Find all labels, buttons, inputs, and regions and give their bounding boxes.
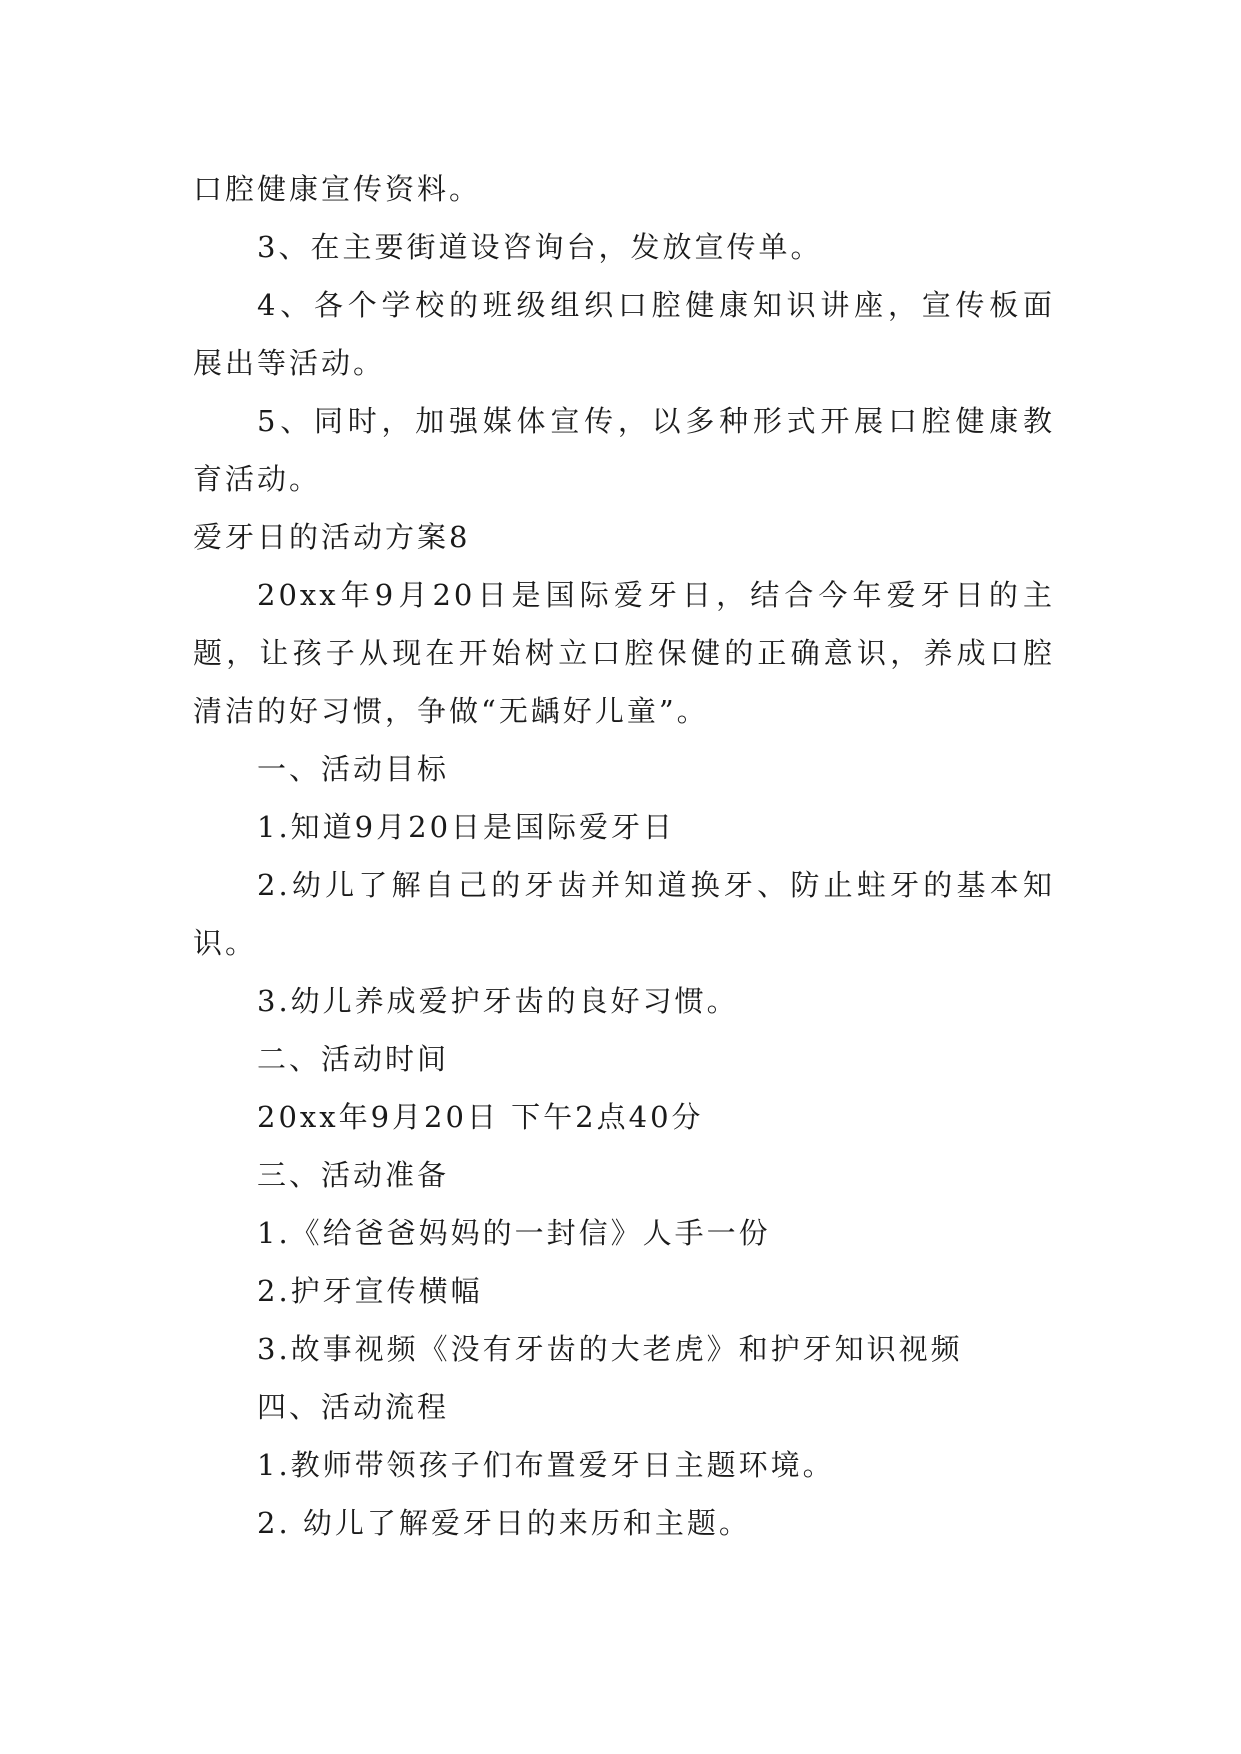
intro-paragraph-line-3: 清洁的好习惯，争做“无龋好儿童”。 (193, 694, 709, 728)
process-item-2: 2. 幼儿了解爱牙日的来历和主题。 (257, 1506, 751, 1540)
subheading-preparation: 三、活动准备 (257, 1158, 450, 1192)
activity-time: 20xx年9月20日 下午2点40分 (257, 1100, 704, 1134)
list-item-3: 3、在主要街道设咨询台，发放宣传单。 (257, 230, 823, 264)
list-item-5-continuation: 育活动。 (193, 462, 322, 496)
goal-item-2-continuation: 识。 (193, 926, 258, 960)
process-item-1: 1.教师带领孩子们布置爱牙日主题环境。 (257, 1448, 835, 1482)
section-heading: 爱牙日的活动方案8 (193, 520, 471, 554)
list-item-4-continuation: 展出等活动。 (193, 346, 386, 380)
paragraph-continuation: 口腔健康宣传资料。 (193, 172, 482, 206)
subheading-goals: 一、活动目标 (257, 752, 450, 786)
subheading-process: 四、活动流程 (257, 1390, 450, 1424)
goal-item-3: 3.幼儿养成爱护牙齿的良好习惯。 (257, 984, 739, 1018)
preparation-item-1: 1.《给爸爸妈妈的一封信》人手一份 (257, 1216, 771, 1250)
intro-paragraph-line-2: 题，让孩子从现在开始树立口腔保健的正确意识，养成口腔 (193, 636, 1055, 670)
goal-item-2: 2.幼儿了解自己的牙齿并知道换牙、防止蛀牙的基本知 (257, 868, 1055, 902)
document-body (193, 160, 1055, 1552)
preparation-item-3: 3.故事视频《没有牙齿的大老虎》和护牙知识视频 (257, 1332, 963, 1366)
subheading-time: 二、活动时间 (257, 1042, 450, 1076)
list-item-5: 5、同时，加强媒体宣传，以多种形式开展口腔健康教 (257, 404, 1055, 438)
preparation-item-2: 2.护牙宣传横幅 (257, 1274, 483, 1308)
list-item-4: 4、各个学校的班级组织口腔健康知识讲座，宣传板面 (257, 288, 1055, 322)
intro-paragraph-line-1: 20xx年9月20日是国际爱牙日，结合今年爱牙日的主 (257, 578, 1055, 612)
goal-item-1: 1.知道9月20日是国际爱牙日 (257, 810, 676, 844)
